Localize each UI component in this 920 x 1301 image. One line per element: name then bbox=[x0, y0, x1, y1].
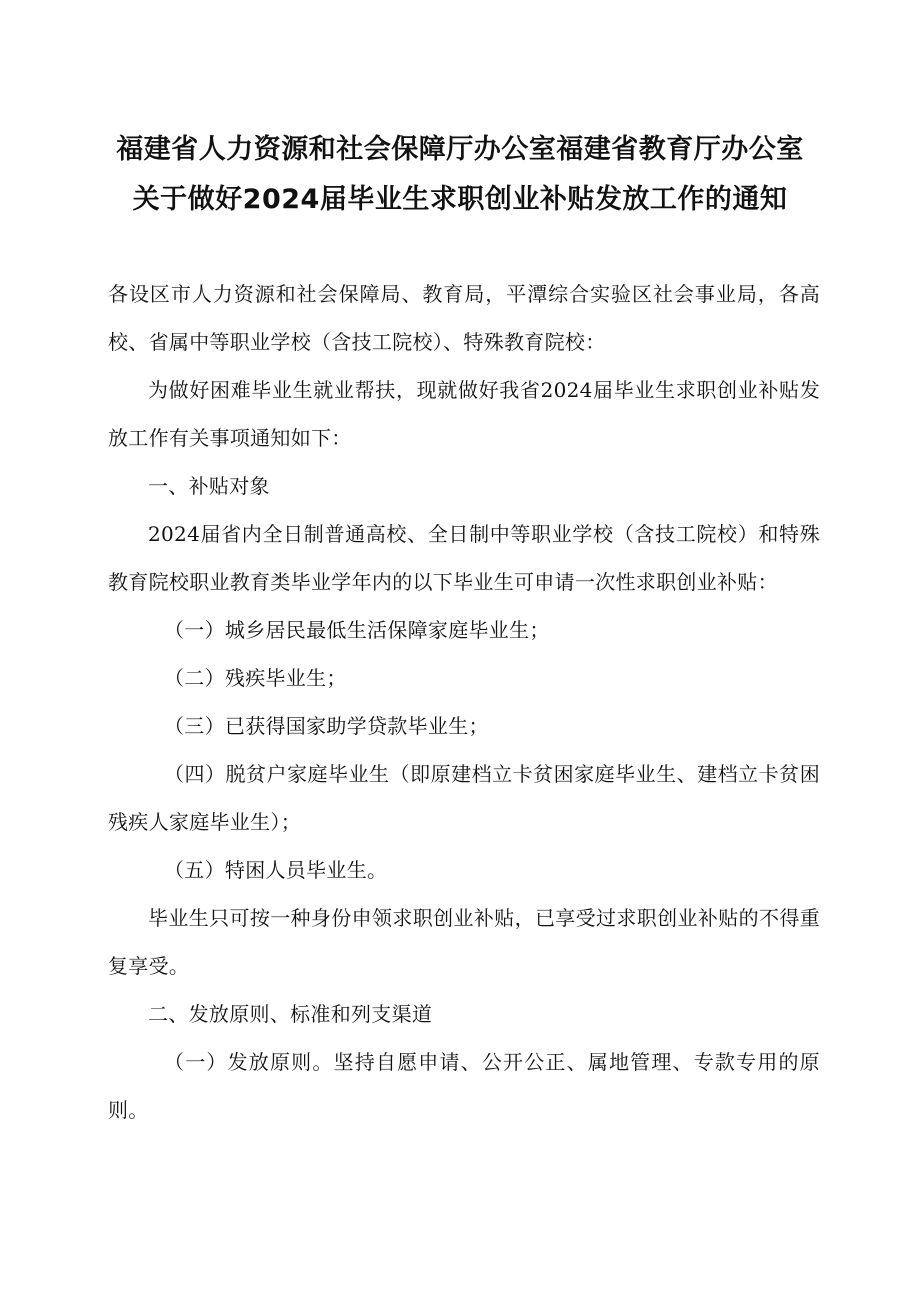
eligibility-item-4: （四）脱贫户家庭毕业生（即原建档立卡贫困家庭毕业生、建档立卡贫困残疾人家庭毕业生）； bbox=[108, 762, 820, 834]
section-heading-1: 一、补贴对象 bbox=[148, 474, 270, 498]
principle-paragraph: （一）发放原则。坚持自愿申请、公开公正、属地管理、专款专用的原则。 bbox=[108, 1050, 820, 1122]
restriction-paragraph: 毕业生只可按一种身份申领求职创业补贴，已享受过求职创业补贴的不得重复享受。 bbox=[108, 906, 820, 978]
document-title-line-1: 福建省人力资源和社会保障厅办公室福建省教育厅办公室 bbox=[116, 134, 804, 165]
eligibility-item-3: （三）已获得国家助学贷款毕业生； bbox=[164, 714, 489, 738]
intro-paragraph: 为做好困难毕业生就业帮扶，现就做好我省2024届毕业生求职创业补贴发放工作有关事项通知如下： bbox=[108, 378, 820, 450]
section-heading-2: 二、发放原则、标准和列支渠道 bbox=[148, 1002, 433, 1026]
eligibility-paragraph: 2024届省内全日制普通高校、全日制中等职业学校（含技工院校）和特殊教育院校职业教育类毕业学年内的以下毕业生可申请一次性求职创业补贴： bbox=[108, 522, 820, 594]
salutation-paragraph: 各设区市人力资源和社会保障局、教育局，平潭综合实验区社会事业局，各高校、省属中等职业学校（含技工院校）、特殊教育院校： bbox=[108, 282, 820, 354]
eligibility-item-5: （五）特困人员毕业生。 bbox=[164, 858, 388, 882]
eligibility-item-2: （二）残疾毕业生； bbox=[164, 666, 347, 690]
document-title-line-2: 关于做好2024届毕业生求职创业补贴发放工作的通知 bbox=[132, 184, 788, 215]
eligibility-item-1: （一）城乡居民最低生活保障家庭毕业生； bbox=[164, 618, 550, 642]
document-body bbox=[108, 270, 820, 1134]
